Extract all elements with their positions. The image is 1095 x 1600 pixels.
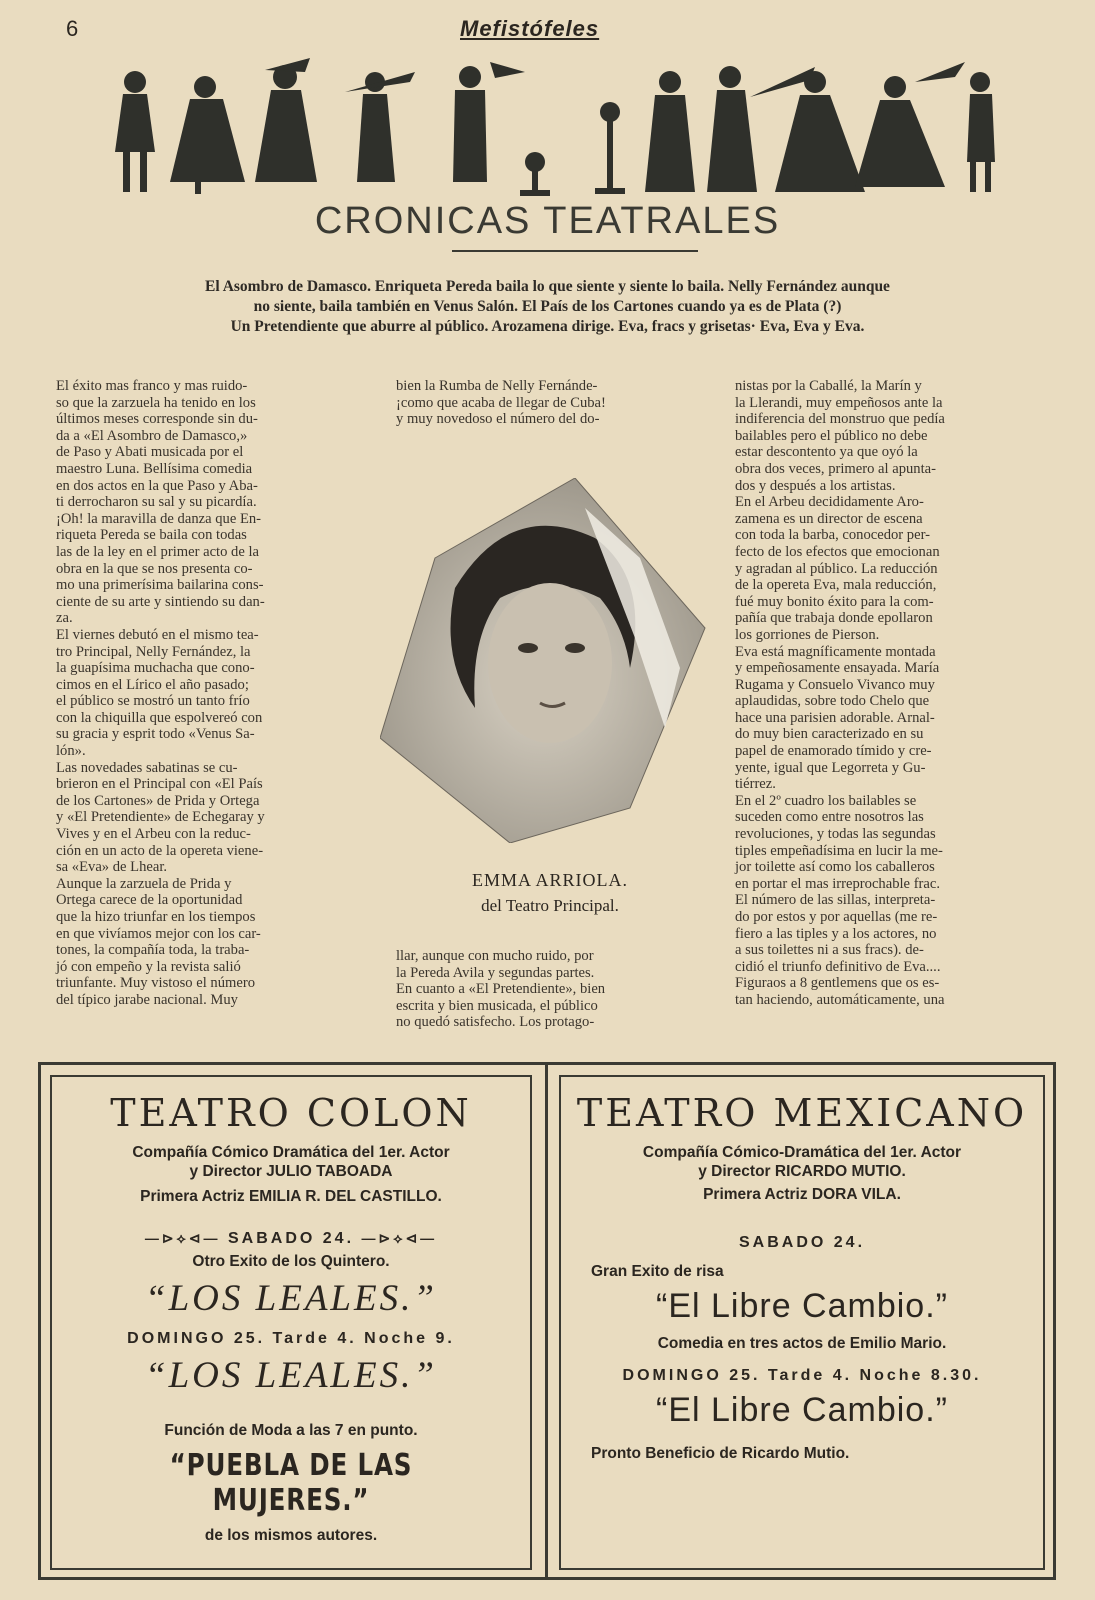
title-rule [452,250,698,252]
article-text-line: El éxito mas franco y mas ruido- [56,378,248,394]
ad-date-sunday: DOMINGO 25. Tarde 4. Noche 8.30. [622,1367,982,1384]
ad-frame-left-rule [38,1062,41,1580]
article-text-line: fiero a las tiples y a los actores, no [735,925,937,942]
article-text-line: jor toilette así como los caballeros [735,859,935,876]
section-summary [40,277,1055,337]
article-text-line: Rugama y Consuelo Vivanco muy [735,676,935,693]
summary-line: El Asombro de Damasco. Enriqueta Pereda baila lo que siente y siente lo baila. Nelly Fernández aunque [205,278,890,295]
article-text-line: de los Cartones» de Prida y Ortega [56,792,260,809]
article-text-line: dos y después a los artistas. [735,477,896,494]
article-text-line: Figuraos a 8 gentlemens que os es- [735,975,940,992]
ad-note: Otro Exito de los Quintero. [192,1253,390,1270]
article-text-line: y muy novedoso el número del do- [396,411,600,428]
portrait-photo [380,478,720,843]
article-text-line: sa «Eva» de Lhear. [56,859,168,876]
article-text-line: tiples empeñadísima en lucir la me- [735,842,943,859]
ad-note: Pronto Beneficio de Ricardo Mutio. [591,1445,850,1462]
article-text-line: ciente de su arte y sintiendo su dan- [56,593,265,610]
article-text-line: yente, igual que Legorreta y Gu- [735,759,926,776]
ad-theater-title: TEATRO MEXICANO [576,1091,1028,1135]
ad-frame-middle-rule [545,1062,548,1580]
article-text-line: tan haciendo, automáticamente, una [735,991,945,1008]
article-text-line: la guapísima muchacha que cono- [56,660,255,677]
article-text-line: do muy bien caracterizado en su [735,726,924,743]
article-text-line: Eva está magníficamente montada [735,643,936,660]
dancers-silhouette-illustration [95,52,1015,202]
article-text-line: maestro Luna. Bellísima comedia [56,460,253,477]
page-number: 6 [66,16,79,41]
article-text-line: con la chiquilla que espolvereó con [56,709,263,726]
article-text-line: pañía que trabaja donde epollaron [735,610,933,627]
photo-caption-name: EMMA ARRIOLA. [471,870,628,890]
article-column-3 [735,378,1049,1009]
ad-company-line: Compañía Cómico Dramática del 1er. Actor [132,1144,450,1161]
article-text-line: bailables pero el público no debe [735,427,928,444]
ad-date-sunday: DOMINGO 25. Tarde 4. Noche 9. [127,1330,455,1347]
article-text-line: suceden como entre nosotros las [735,809,924,826]
article-text-line: los gorriones de Pierson. [735,626,880,643]
article-text-line: de Paso y Abati musicada por el [56,444,244,461]
article-text-line: do por estos y por aquellas (me re- [735,909,938,925]
ad-date-saturday: SABADO 24. [738,1234,866,1251]
ad-director-line: y Director RICARDO MUTIO. [698,1163,906,1180]
article-text-line: las de la ley en el primer acto de la [56,543,260,560]
article-text-line: ti derrocharon su sal y su picardía. [56,494,257,511]
article-text-line: da a «El Asombro de Damasco,» [56,427,248,444]
ad-note: de los mismos autores. [204,1527,378,1544]
summary-line: Un Pretendiente que aburre al público. Arozamena dirige. Eva, fracs y grisetas· Eva, Eva y Eva. [230,318,865,335]
article-text-line: mo una primerísima bailarina cons- [56,577,264,594]
article-text-line: za. [56,610,73,627]
article-text-line: escrita y bien musicada, el público [396,997,598,1014]
ad-play-description: Comedia en tres actos de Emilio Mario. [657,1335,947,1352]
summary-line: no siente, baila también en Venus Salón. El País de los Cartones cuando ya es de Plata (?) [253,298,842,315]
ad-frame-right-rule [1053,1062,1056,1580]
article-text-line: el público se mostró un tanto frío [56,693,250,710]
article-text-line: del típico jarabe nacional. Muy [56,991,238,1008]
article-text-line: Ortega carece de la oportunidad [56,892,243,909]
article-text-line: so que la zarzuela ha tenido en los [56,394,256,411]
ad-play-title: “LOS LEALES.” [145,1355,437,1396]
article-column-2-top [396,378,708,428]
teatro-mexicano-ad [559,1075,1045,1570]
article-text-line: aplaudidas, sobre todo Chelo que [735,693,930,710]
article-text-line: indiferencia del monstruo que pedía [735,411,945,428]
ad-play-title: “PUEBLA DE LAS MUJERES.” [169,1448,413,1518]
article-text-line: estar descontento ya que oyó la [735,444,918,461]
ad-frame-bottom-rule [38,1577,1056,1580]
article-text-line: en portar el mas irreprochable frac. [735,875,941,892]
section-title: CRONICAS TEATRALES [314,200,781,242]
article-text-line: en dos actos en la que Paso y Aba- [56,477,258,494]
article-text-line: y agradan al público. La reducción [735,560,938,577]
article-text-line: hace una parisien adorable. Arnal- [735,709,935,726]
article-text-line: la Pereda Avila y segundas partes. [396,964,595,981]
article-text-line: tones, la compañía toda, la traba- [56,942,250,959]
article-text-line: la Llerandi, muy empeñosos ante la [735,394,943,411]
article-column-2-bottom [396,948,708,1031]
article-text-line: en que vivíamos mejor con los car- [56,925,261,942]
article-text-line: con toda la barba, conocedor per- [735,527,931,544]
ad-date-saturday [52,1230,530,1248]
article-text-line: El viernes debutó en el mismo tea- [56,626,259,643]
article-text-line: bien la Rumba de Nelly Fernánde- [396,378,598,394]
teatro-colon-ad [50,1075,532,1570]
article-text-line: revoluciones, y todas las segundas [735,826,936,843]
ad-theater-title: TEATRO COLON [110,1091,472,1135]
article-text-line: ¡Oh! la maravilla de danza que En- [56,510,262,527]
ad-note: Función de Moda a las 7 en punto. [164,1422,418,1439]
article-text-line: El número de las sillas, interpreta- [735,892,936,909]
article-text-line: Vives y en el Arbeu con la reduc- [56,826,251,843]
ad-play-title: “LOS LEALES.” [145,1278,437,1319]
magazine-title: Mefistófeles [460,16,600,41]
article-text-line: su gracia y esprit todo «Venus Sa- [56,726,255,743]
photo-caption-theater: del Teatro Principal. [481,896,619,915]
article-text-line: tro Principal, Nelly Fernández, la [56,643,251,660]
article-text-line: ¡como que acaba de llegar de Cuba! [396,394,606,411]
article-text-line: Aunque la zarzuela de Prida y [56,875,232,892]
article-text-line: papel de enamorado tímido y cre- [735,743,932,760]
ornament-left-icon: —⊳⟡⊲— [144,1230,221,1246]
article-text-line: obra en la que se nos presenta co- [56,560,253,577]
article-text-line: riqueta Pereda se baila con todas [56,527,247,544]
article-column-1 [56,378,372,1009]
article-text-line: a sus toilettes ni a sus fracs). de- [735,942,924,959]
ad-note: Gran Exito de risa [591,1263,724,1280]
article-text-line: ción en un acto de la opereta viene- [56,842,264,859]
article-text-line: lón». [56,743,86,760]
article-text-line: y empeñosamente ensayada. María [735,660,940,677]
article-text-line: de la opereta Eva, mala reducción, [735,577,937,594]
ad-director-line: y Director JULIO TABOADA [189,1163,393,1180]
article-text-line: cidió el triunfo definitivo de Eva.... [735,958,941,975]
article-text-line: jó con empeño y la revista salió [56,958,241,975]
ad-day-label: SABADO 24. [227,1230,355,1247]
article-text-line: últimos meses corresponde sin du- [56,411,258,428]
ad-play-title: “El Libre Cambio.” [656,1287,948,1325]
article-text-line: triunfante. Muy vistoso el número [56,975,256,992]
ad-play-title: “El Libre Cambio.” [656,1391,948,1429]
article-text-line: cimos en el Lírico el año pasado; [56,676,249,693]
article-text-line: En el 2º cuadro los bailables se [735,792,917,809]
ad-actress-line: Primera Actriz DORA VILA. [703,1186,901,1203]
ad-company-line: Compañía Cómico-Dramática del 1er. Actor [642,1144,962,1161]
article-text-line: En cuanto a «El Pretendiente», bien [396,981,606,998]
article-text-line: Las novedades sabatinas se cu- [56,759,238,776]
article-text-line: y «El Pretendiente» de Echegaray y [56,809,265,826]
article-text-line: nistas por la Caballé, la Marín y [735,378,922,394]
article-text-line: tiérrez. [735,776,776,793]
article-text-line: llar, aunque con mucho ruido, por [396,948,594,964]
article-text-line: brieron en el Principal con «El País [56,776,263,793]
article-text-line: que la hizo triunfar en los tiempos [56,909,256,925]
article-text-line: obra dos veces, primero al apunta- [735,460,936,477]
article-text-line: fecto de los efectos que emocionan [735,543,940,560]
article-text-line: zamena es un director de escena [735,510,923,527]
ornament-right-icon: —⊳⟡⊲— [361,1230,438,1246]
article-text-line: En el Arbeu decididamente Aro- [735,494,924,511]
article-text-line: no quedó satisfecho. Los protago- [396,1014,595,1031]
article-text-line: fué muy bonito éxito para la com- [735,593,934,610]
ad-actress-line: Primera Actriz EMILIA R. DEL CASTILLO. [140,1188,442,1205]
